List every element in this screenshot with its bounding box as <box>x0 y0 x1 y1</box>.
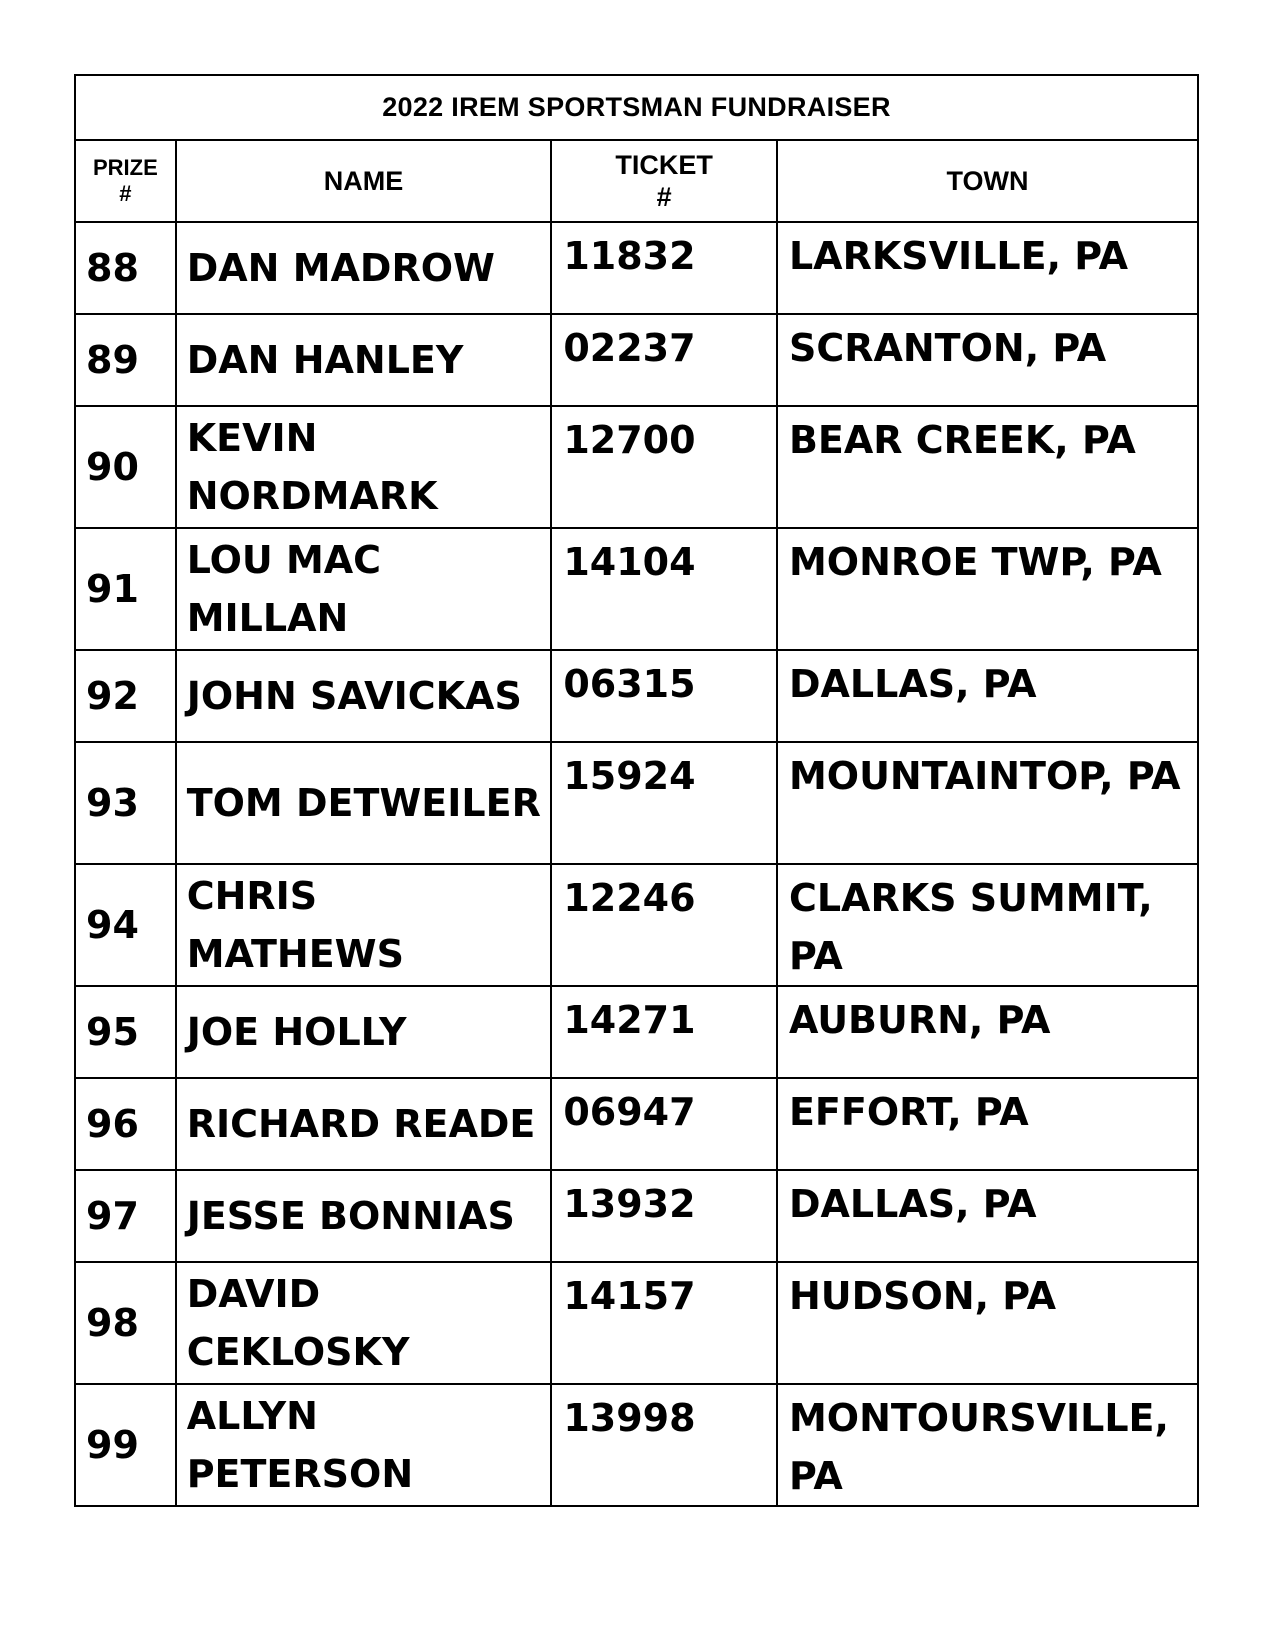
header-ticket <box>551 140 777 222</box>
prize-number: 97 <box>75 1170 176 1262</box>
winner-name: LOU MAC MILLAN <box>176 528 552 650</box>
prize-number: 90 <box>75 406 176 528</box>
header-prize <box>75 140 176 222</box>
winner-name: JESSE BONNIAS <box>176 1170 552 1262</box>
table-row <box>75 742 1198 864</box>
header-prize-line1: PRIZE <box>92 154 158 180</box>
document-page <box>74 74 1199 1507</box>
winner-town: MOUNTAINTOP, PA <box>777 742 1198 864</box>
header-prize-line2: # <box>119 181 132 206</box>
ticket-number: 13998 <box>551 1384 777 1506</box>
ticket-number: 14104 <box>551 528 777 650</box>
winner-name: DAVID CEKLOSKY <box>176 1262 552 1384</box>
prize-number: 98 <box>75 1262 176 1384</box>
winner-town: DALLAS, PA <box>777 1170 1198 1262</box>
winner-name: KEVIN NORDMARK <box>176 406 552 528</box>
winner-town: HUDSON, PA <box>777 1262 1198 1384</box>
ticket-number: 11832 <box>551 222 777 314</box>
table-title: 2022 IREM SPORTSMAN FUNDRAISER <box>75 75 1198 140</box>
table-row <box>75 1078 1198 1170</box>
header-ticket-line1: TICKET <box>615 149 713 180</box>
table-row <box>75 1170 1198 1262</box>
header-row <box>75 140 1198 222</box>
prize-number: 92 <box>75 650 176 742</box>
winner-town: MONTOURSVILLE, PA <box>777 1384 1198 1506</box>
table-row <box>75 650 1198 742</box>
winner-town: DALLAS, PA <box>777 650 1198 742</box>
table-row <box>75 1262 1198 1384</box>
table-row <box>75 864 1198 986</box>
winner-name: DAN MADROW <box>176 222 552 314</box>
winner-name: CHRIS MATHEWS <box>176 864 552 986</box>
prize-number: 99 <box>75 1384 176 1506</box>
table-row <box>75 406 1198 528</box>
winner-town: AUBURN, PA <box>777 986 1198 1078</box>
header-name: NAME <box>176 140 552 222</box>
ticket-number: 02237 <box>551 314 777 406</box>
table-row <box>75 986 1198 1078</box>
prize-number: 93 <box>75 742 176 864</box>
prize-number: 96 <box>75 1078 176 1170</box>
winner-name: JOE HOLLY <box>176 986 552 1078</box>
winner-town: CLARKS SUMMIT, PA <box>777 864 1198 986</box>
table-row <box>75 1384 1198 1506</box>
winners-table <box>74 74 1199 1507</box>
winner-name: TOM DETWEILER <box>176 742 552 864</box>
ticket-number: 15924 <box>551 742 777 864</box>
winner-town: EFFORT, PA <box>777 1078 1198 1170</box>
winner-name: ALLYN PETERSON <box>176 1384 552 1506</box>
ticket-number: 12700 <box>551 406 777 528</box>
winner-name: JOHN SAVICKAS <box>176 650 552 742</box>
winner-town: MONROE TWP, PA <box>777 528 1198 650</box>
prize-number: 89 <box>75 314 176 406</box>
title-row <box>75 75 1198 140</box>
ticket-number: 14157 <box>551 1262 777 1384</box>
ticket-number: 06947 <box>551 1078 777 1170</box>
ticket-number: 13932 <box>551 1170 777 1262</box>
ticket-number: 06315 <box>551 650 777 742</box>
table-row <box>75 314 1198 406</box>
winner-name: RICHARD READE <box>176 1078 552 1170</box>
winner-town: LARKSVILLE, PA <box>777 222 1198 314</box>
header-ticket-line2: # <box>656 182 672 212</box>
ticket-number: 12246 <box>551 864 777 986</box>
table-row <box>75 222 1198 314</box>
winner-town: BEAR CREEK, PA <box>777 406 1198 528</box>
header-town: TOWN <box>777 140 1198 222</box>
prize-number: 91 <box>75 528 176 650</box>
table-row <box>75 528 1198 650</box>
winner-town: SCRANTON, PA <box>777 314 1198 406</box>
ticket-number: 14271 <box>551 986 777 1078</box>
prize-number: 88 <box>75 222 176 314</box>
winner-name: DAN HANLEY <box>176 314 552 406</box>
prize-number: 95 <box>75 986 176 1078</box>
prize-number: 94 <box>75 864 176 986</box>
